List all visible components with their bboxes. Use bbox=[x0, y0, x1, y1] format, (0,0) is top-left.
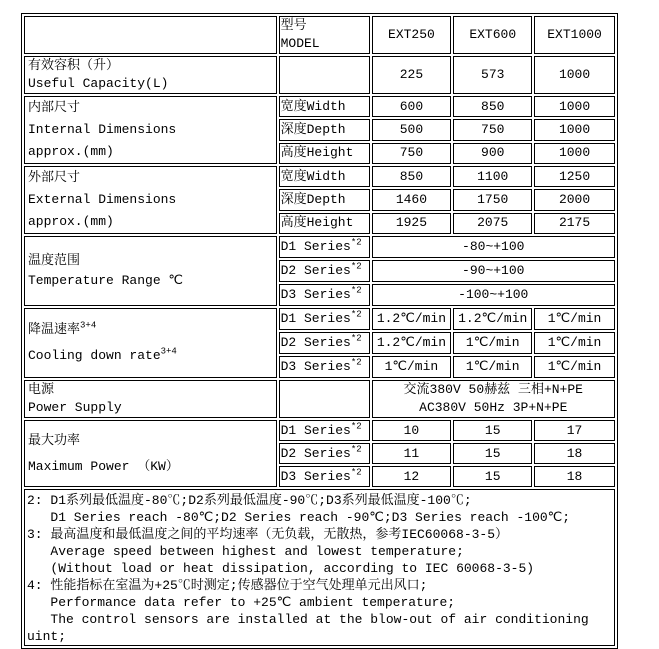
max-power-label-zh: 最大功率 bbox=[28, 432, 81, 448]
internal-depth-value: 750 bbox=[453, 119, 532, 140]
footnote-line: 3: 最高温度和最低温度之间的平均速率（无负载，无散热，参考IEC60068-3-5） bbox=[27, 527, 509, 542]
cooling-footnote-ref: 3+4 bbox=[160, 346, 177, 357]
dim-label: 高度Height bbox=[279, 143, 370, 164]
footnote-line: 2: D1系列最低温度-80℃;D2系列最低温度-90℃;D3系列最低温度-100℃; bbox=[27, 493, 472, 508]
header-row bbox=[24, 16, 615, 54]
external-width-value: 1100 bbox=[453, 166, 532, 187]
capacity-empty-cell bbox=[279, 56, 370, 94]
external-label-zh: 外部尺寸 bbox=[28, 170, 81, 185]
external-width-value: 1250 bbox=[534, 166, 615, 187]
cooling-d3-value: 1℃/min bbox=[453, 356, 532, 378]
capacity-value: 573 bbox=[453, 56, 532, 94]
series-footnote-ref: *2 bbox=[350, 444, 362, 455]
dim-label: 深度Depth bbox=[279, 119, 370, 140]
model-label-cell bbox=[279, 16, 370, 54]
capacity-row bbox=[24, 56, 615, 94]
model-label-zh: 型号 bbox=[280, 18, 307, 33]
internal-height-value: 1000 bbox=[534, 143, 615, 164]
series-label: D2 Series$^{*2}$ bbox=[279, 332, 370, 354]
max-power-d2-value: 18 bbox=[534, 443, 615, 464]
external-depth-value: 2000 bbox=[534, 189, 615, 210]
max-power-d2-value: 11 bbox=[372, 443, 452, 464]
max-power-label-cell bbox=[24, 420, 277, 487]
internal-width-value: 600 bbox=[372, 96, 452, 117]
cooling-d1-row bbox=[24, 308, 615, 330]
temp-d3-range: -100~+100 bbox=[372, 284, 615, 306]
series-label: D2 Series$^{*2}$ bbox=[279, 260, 370, 282]
series-label: D1 Series$^{*2}$ bbox=[279, 308, 370, 330]
model-ext1000: EXT1000 bbox=[534, 16, 615, 54]
cooling-d3-value: 1℃/min bbox=[372, 356, 452, 378]
max-power-d3-value: 12 bbox=[372, 466, 452, 487]
temp-d1-range: -80~+100 bbox=[372, 236, 615, 258]
power-supply-label-zh: 电源 bbox=[28, 382, 55, 397]
power-supply-label-cell bbox=[24, 380, 277, 418]
footnote-line: D1 Series reach -80℃;D2 Series reach -90℃;D3 Series reach -100℃; bbox=[27, 510, 571, 525]
max-power-d2-value: 15 bbox=[453, 443, 532, 464]
external-width-value: 850 bbox=[372, 166, 452, 187]
temp-d1-row bbox=[24, 236, 615, 258]
model-label-en: MODEL bbox=[280, 36, 320, 51]
max-power-d1-value: 10 bbox=[372, 420, 452, 441]
footnote-line: (Without load or heat dissipation, according to IEC 60068-3-5) bbox=[27, 561, 535, 576]
max-power-d1-value: 15 bbox=[453, 420, 532, 441]
temperature-label-cell bbox=[24, 236, 277, 306]
series-footnote-ref: *2 bbox=[350, 421, 362, 432]
internal-width-row bbox=[24, 96, 615, 117]
model-ext250: EXT250 bbox=[372, 16, 452, 54]
internal-depth-value: 1000 bbox=[534, 119, 615, 140]
footnotes-cell bbox=[24, 489, 615, 646]
capacity-label-en: Useful Capacity(L) bbox=[28, 76, 169, 91]
capacity-label-cell bbox=[24, 56, 277, 94]
series-footnote-ref: *2 bbox=[350, 357, 362, 368]
internal-label-en: Internal Dimensions bbox=[28, 122, 177, 137]
internal-label-zh: 内部尺寸 bbox=[28, 100, 81, 115]
max-power-d1-row bbox=[24, 420, 615, 441]
internal-height-value: 750 bbox=[372, 143, 452, 164]
internal-width-value: 850 bbox=[453, 96, 532, 117]
series-footnote-ref: *2 bbox=[350, 309, 362, 320]
external-label-approx: approx.(mm) bbox=[28, 214, 114, 229]
external-width-row bbox=[24, 166, 615, 187]
power-supply-row bbox=[24, 380, 615, 418]
internal-depth-value: 500 bbox=[372, 119, 452, 140]
capacity-value: 1000 bbox=[534, 56, 615, 94]
external-height-value: 2175 bbox=[534, 213, 615, 234]
internal-width-value: 1000 bbox=[534, 96, 615, 117]
power-supply-label-en: Power Supply bbox=[28, 400, 122, 415]
power-supply-value-en: AC380V 50Hz 3P+N+PE bbox=[419, 400, 568, 415]
dim-label: 宽度Width bbox=[279, 96, 370, 117]
external-height-value: 2075 bbox=[453, 213, 532, 234]
series-label: D1 Series$^{*2}$ bbox=[279, 420, 370, 441]
power-supply-value-cell bbox=[372, 380, 615, 418]
series-footnote-ref: *2 bbox=[350, 237, 362, 248]
dim-label: 高度Height bbox=[279, 213, 370, 234]
temperature-label-en: Temperature Range ℃ bbox=[28, 273, 184, 288]
max-power-d3-value: 18 bbox=[534, 466, 615, 487]
max-power-label-en: Maximum Power （KW） bbox=[28, 458, 179, 474]
external-depth-value: 1460 bbox=[372, 189, 452, 210]
dim-label: 深度Depth bbox=[279, 189, 370, 210]
footnotes-row bbox=[24, 489, 615, 646]
cooling-d1-value: 1.2℃/min bbox=[372, 308, 452, 330]
footnote-line: Average speed between highest and lowest temperature; bbox=[27, 544, 464, 559]
cooling-d2-value: 1℃/min bbox=[534, 332, 615, 354]
cooling-footnote-ref: 3+4 bbox=[80, 320, 97, 331]
power-supply-empty-cell bbox=[279, 380, 370, 418]
internal-label-approx: approx.(mm) bbox=[28, 144, 114, 159]
series-footnote-ref: *2 bbox=[350, 285, 362, 296]
external-height-value: 1925 bbox=[372, 213, 452, 234]
model-ext600: EXT600 bbox=[453, 16, 532, 54]
external-label-en: External Dimensions bbox=[28, 192, 177, 207]
footnote-line: uint; bbox=[27, 629, 67, 644]
max-power-d1-value: 17 bbox=[534, 420, 615, 441]
series-footnote-ref: *2 bbox=[350, 333, 362, 344]
cooling-d2-value: 1℃/min bbox=[453, 332, 532, 354]
temp-d2-range: -90~+100 bbox=[372, 260, 615, 282]
footnote-line: 4: 性能指标在室温为+25℃时测定;传感器位于空气处理单元出风口; bbox=[27, 578, 428, 593]
power-supply-value-zh: 交流380V 50赫兹 三相+N+PE bbox=[403, 382, 583, 397]
external-depth-value: 1750 bbox=[453, 189, 532, 210]
series-label: D1 Series$^{*2}$ bbox=[279, 236, 370, 258]
cooling-d3-value: 1℃/min bbox=[534, 356, 615, 378]
series-label: D2 Series$^{*2}$ bbox=[279, 443, 370, 464]
cooling-label-en: Cooling down rate$^{3+4}$ bbox=[28, 346, 177, 363]
cooling-d2-value: 1.2℃/min bbox=[372, 332, 452, 354]
dim-label: 宽度Width bbox=[279, 166, 370, 187]
internal-height-value: 900 bbox=[453, 143, 532, 164]
footnote-line: Performance data refer to +25℃ ambient temperature; bbox=[27, 595, 456, 610]
max-power-d3-value: 15 bbox=[453, 466, 532, 487]
cooling-d1-value: 1.2℃/min bbox=[453, 308, 532, 330]
header-empty-cell bbox=[24, 16, 277, 54]
temperature-label-zh: 温度范围 bbox=[28, 253, 81, 268]
footnote-line: The control sensors are installed at the blow-out of air conditioning bbox=[27, 612, 589, 627]
external-label-cell bbox=[24, 166, 277, 234]
capacity-value: 225 bbox=[372, 56, 452, 94]
series-label: D3 Series$^{*2}$ bbox=[279, 356, 370, 378]
series-label: D3 Series$^{*2}$ bbox=[279, 466, 370, 487]
internal-label-cell bbox=[24, 96, 277, 164]
cooling-label-cell bbox=[24, 308, 277, 378]
spec-table bbox=[21, 13, 618, 649]
cooling-label-zh: 降温速率$^{3+4}$ bbox=[28, 320, 97, 337]
cooling-d1-value: 1℃/min bbox=[534, 308, 615, 330]
series-footnote-ref: *2 bbox=[350, 467, 362, 478]
series-label: D3 Series$^{*2}$ bbox=[279, 284, 370, 306]
series-footnote-ref: *2 bbox=[350, 261, 362, 272]
capacity-label-zh: 有效容积（升） bbox=[28, 58, 120, 73]
